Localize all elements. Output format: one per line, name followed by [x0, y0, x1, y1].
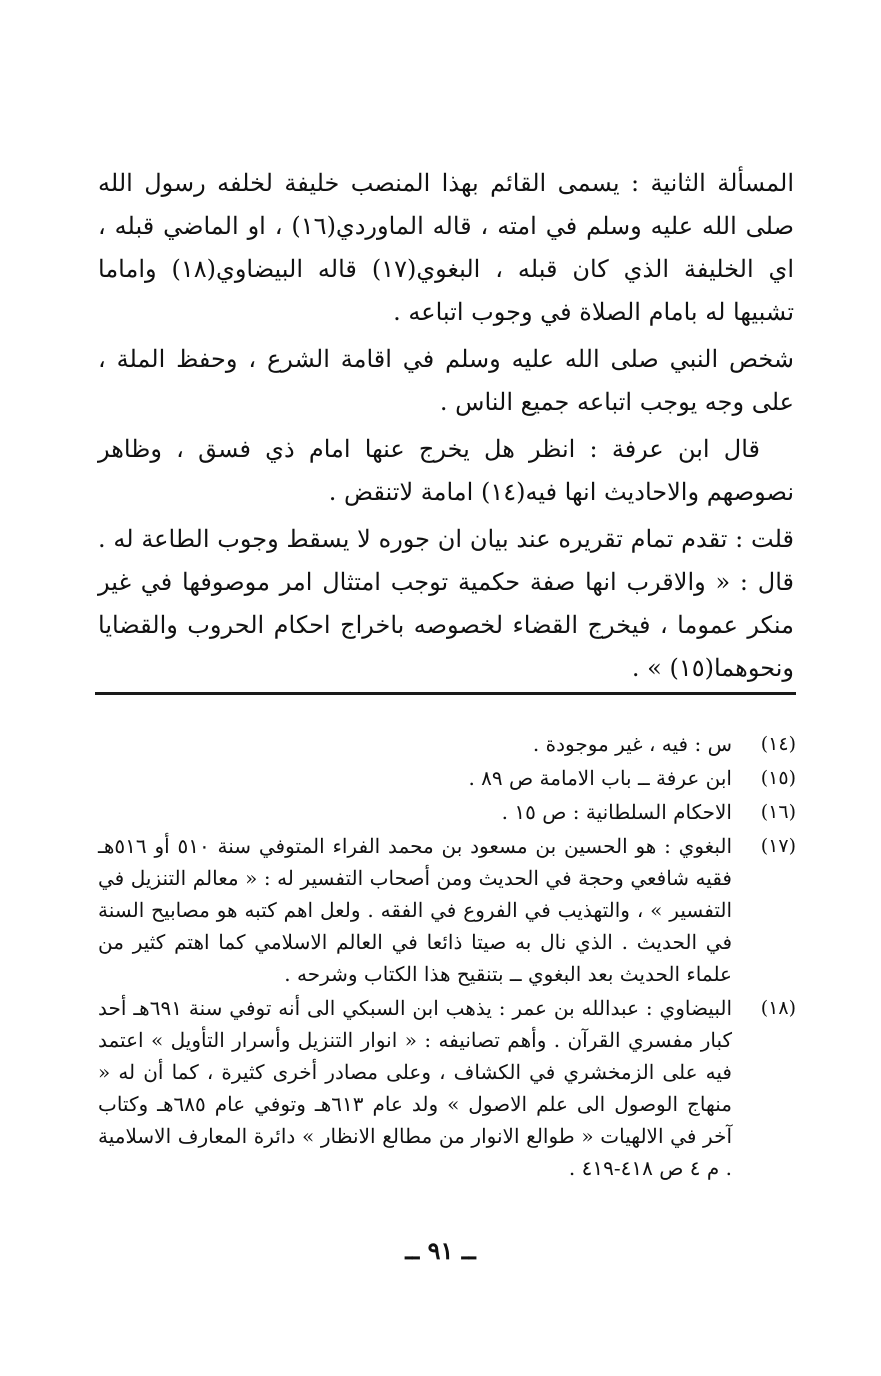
- footnote-item: [98, 728, 796, 760]
- page-number: ــ ٩١ ــ: [405, 1236, 476, 1265]
- footnote-item: [98, 992, 796, 1184]
- footnote-number: (١٨): [760, 997, 796, 1019]
- footnote-separator: [95, 692, 796, 695]
- footnote-text: الاحكام السلطانية : ص ١٥ .: [501, 800, 732, 824]
- footnote-number: (١٧): [760, 835, 796, 857]
- footnote-item: [98, 762, 796, 794]
- main-text: [98, 162, 794, 694]
- footnote-number: (١٥): [760, 767, 796, 789]
- footnote-item: [98, 830, 796, 990]
- paragraph-ibn-arafa: قال ابن عرفة : انظر هل يخرج عنها امام ذي فسق ، وظاهر نصوصهم والاحاديث انها فيه(١٤) امامة لاتنقض .: [98, 435, 794, 506]
- paragraph-definition: شخص النبي صلى الله عليه وسلم في اقامة الشرع ، وحفظ الملة ، على وجه يوجب اتباعه جميع الناس .: [98, 345, 794, 416]
- footnote-text: س : فيه ، غير موجودة .: [532, 732, 732, 756]
- footnote-text: البغوي : هو الحسين بن مسعود بن محمد الفراء المتوفي سنة ٥١٠ أو ٥١٦هـ فقيه شافعي وحجة في الحديث ومن أصحاب التفسير له : « معالم التنزيل في التفسير » ، والتهذيب في الفروع في الفقه . ولعل اهم كتبه هو مصابيح السنة في الحديث . الذي نال به صيتا ذائعا في العالم الاسلامي كما اهتم كثير من علماء الحديث بعد البغوي ــ بتنقيح هذا الكتاب وشرحه .: [98, 834, 733, 986]
- paragraph-qultu: قلت : تقدم تمام تقريره عند بيان ان جوره لا يسقط وجوب الطاعة له . قال : « والاقرب انها صفة حكمية توجب امتثال امر موصوفها في غير منكر عموما ، فيخرج القضاء لخصوصه باخراج احكام الحروب والقضايا ونحوهما(١٥) » .: [98, 525, 794, 682]
- footnote-number: (١٤): [760, 733, 796, 755]
- footnote-text: البيضاوي : عبدالله بن عمر : يذهب ابن السبكي الى أنه توفي سنة ٦٩١هـ أحد كبار مفسري القرآن . وأهم تصانيفه : « انوار التنزيل وأسرار التأويل » اعتمد فيه على الزمخشري في الكشاف ، وعلى مصادر أخرى كثيرة ، كما أن له « منهاج الوصول الى علم الاصول » ولد عام ٦١٣هـ وتوفي عام ٦٨٥هـ وكتاب آخر في الالهيات « طوالع الانوار من مطالع الانظار » دائرة المعارف الاسلامية . م ٤ ص ٤١٨-٤١٩ .: [98, 996, 733, 1180]
- paragraph-second-issue: المسألة الثانية : يسمى القائم بهذا المنصب خليفة لخلفه رسول الله صلى الله عليه وسلم في امته ، قاله الماوردي(١٦) ، او الماضي قبله ، اي الخليفة الذي كان قبله ، البغوي(١٧) قاله البيضاوي(١٨) واماما تشبيها له بامام الصلاة في وجوب اتباعه .: [98, 169, 794, 326]
- footnote-item: [98, 796, 796, 828]
- footnotes: [98, 728, 796, 1186]
- footnote-number: (١٦): [760, 801, 796, 823]
- footnote-text: ابن عرفة ــ باب الامامة ص ٨٩ .: [468, 766, 732, 790]
